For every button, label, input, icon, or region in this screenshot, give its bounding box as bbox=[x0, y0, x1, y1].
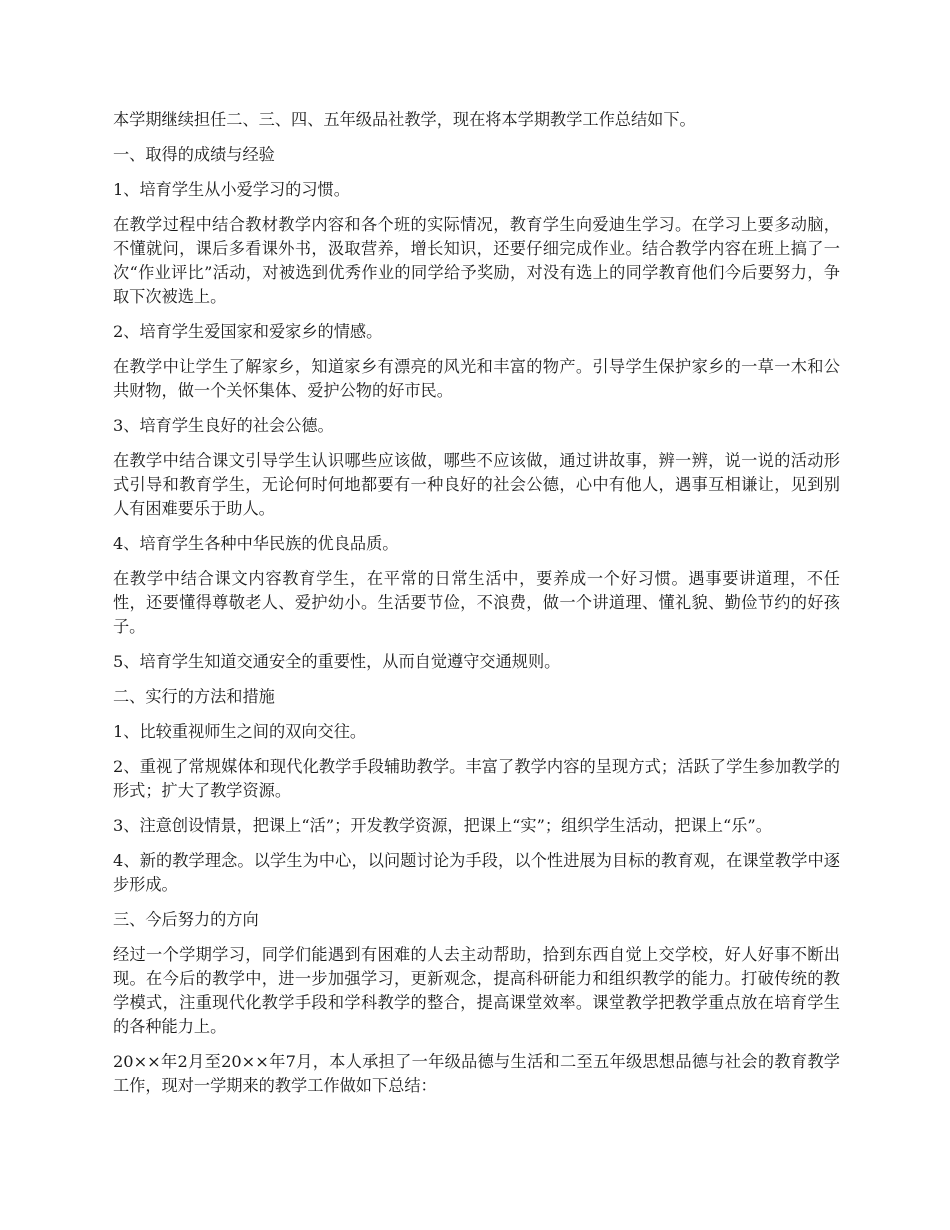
paragraph-study-habits: 在教学过程中结合教材教学内容和各个班的实际情况，教育学生向爱迪生学习。在学习上要多动脑，不懂就问，课后多看课外书，汲取营养，增长知识，还要仔细完成作业。结合教学内容在班上搞了一次“作业评比”活动，对被选到优秀作业的同学给予奖励，对没有选上的同学教育他们今后要努力，争取下次被选上。 bbox=[113, 215, 840, 306]
paragraph-patriotism: 在教学中让学生了解家乡，知道家乡有漂亮的风光和丰富的物产。引导学生保护家乡的一草一木和公共财物，做一个关怀集体、爱护公物的好市民。 bbox=[113, 357, 840, 400]
subheading-patriotism: 2、培育学生爱国家和爱家乡的情感。 bbox=[113, 322, 383, 341]
subheading-study-habits: 1、培育学生从小爱学习的习惯。 bbox=[113, 180, 350, 199]
paragraph-virtues: 在教学中结合课文内容教育学生，在平常的日常生活中，要养成一个好习惯。遇事要讲道理，不任性，还要懂得尊敬老人、爱护幼小。生活要节俭，不浪费，做一个讲道理、懂礼貌、勤俭节约的好孩子。 bbox=[113, 569, 840, 636]
subheading-traffic-safety: 5、培育学生知道交通安全的重要性，从而自觉遵守交通规则。 bbox=[113, 652, 561, 671]
paragraph-future: 经过一个学期学习，同学们能遇到有困难的人去主动帮助，拾到东西自觉上交学校，好人好事不断出现。在今后的教学中，进一步加强学习，更新观念，提高科研能力和组织教学的能力。打破传统的教学模式，注重现代化教学手段和学科教学的整合，提高课堂效率。课堂教学把教学重点放在培育学生的各种能力上。 bbox=[113, 945, 840, 1036]
intro-paragraph: 本学期继续担任二、三、四、五年级品社教学，现在将本学期教学工作总结如下。 bbox=[113, 110, 696, 129]
paragraph-closing: 20××年2月至20××年7月，本人承担了一年级品德与生活和二至五年级思想品德与社会的教育教学工作，现对一学期来的教学工作做如下总结： bbox=[113, 1052, 840, 1095]
method-item-2: 2、重视了常规媒体和现代化教学手段辅助教学。丰富了教学内容的呈现方式；活跃了学生参加教学的形式；扩大了教学资源。 bbox=[113, 757, 840, 800]
section-heading-achievements: 一、取得的成绩与经验 bbox=[113, 145, 275, 164]
method-item-3: 3、注意创设情景，把课上“活”；开发教学资源，把课上“实”；组织学生活动，把课上“乐”。 bbox=[113, 816, 772, 835]
subheading-virtues: 4、培育学生各种中华民族的优良品质。 bbox=[113, 534, 399, 553]
subheading-social-ethics: 3、培育学生良好的社会公德。 bbox=[113, 416, 334, 435]
section-heading-future: 三、今后努力的方向 bbox=[113, 910, 259, 929]
method-item-4: 4、新的教学理念。以学生为中心，以问题讨论为手段，以个性进展为目标的教育观，在课堂教学中逐步形成。 bbox=[113, 851, 840, 894]
method-item-1: 1、比较重视师生之间的双向交往。 bbox=[113, 722, 367, 741]
section-heading-methods: 二、实行的方法和措施 bbox=[113, 687, 275, 706]
document-body bbox=[113, 108, 840, 1109]
paragraph-social-ethics: 在教学中结合课文引导学生认识哪些应该做，哪些不应该做，通过讲故事，辨一辨，说一说的活动形式引导和教育学生，无论何时何地都要有一种良好的社会公德，心中有他人，遇事互相谦让，见到别人有困难要乐于助人。 bbox=[113, 451, 840, 518]
